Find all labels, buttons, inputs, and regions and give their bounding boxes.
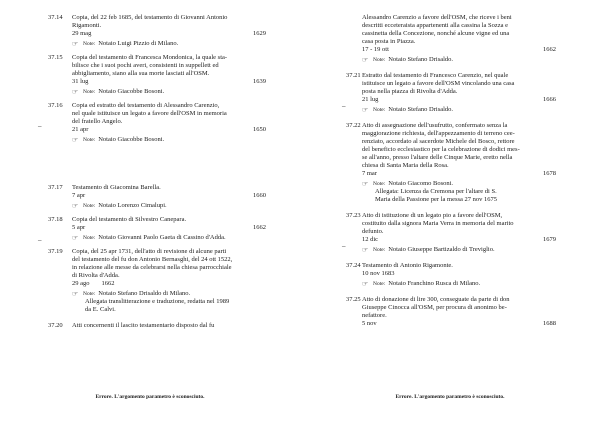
pointing-hand-icon: ☞ bbox=[72, 234, 79, 242]
text-line: in relazione alle messe da celebrarsi nella chiesa parrocchiale bbox=[72, 264, 232, 271]
pointing-hand-icon: ☞ bbox=[362, 56, 369, 64]
note-text: Notaio Stefano Drisaldo. bbox=[388, 56, 454, 63]
entry-year: 1650 bbox=[253, 126, 266, 133]
text-line: Copia del testamento di Francesca Mondonica, la quale sta- bbox=[72, 54, 228, 61]
text-line: Estratto dal testamento di Francesco Carenzio, nel quale bbox=[362, 72, 509, 79]
entry-year: 1660 bbox=[253, 192, 266, 199]
text-line: del beneficio ecclesiastico per la celebrazione di dodici mes- bbox=[362, 146, 520, 153]
text-line: renziato, accordato al sacerdote Michele del Bosco, rettore bbox=[362, 138, 515, 145]
pointing-hand-icon: ☞ bbox=[362, 246, 369, 254]
text-line: maggiorazione richiesta, dell'appezzamento di terreno cee- bbox=[362, 130, 515, 137]
note bbox=[362, 280, 556, 288]
entry-number: 37.19 bbox=[48, 248, 63, 255]
text-line: chiesa di Santa Maria della Rosa. bbox=[362, 162, 449, 169]
note-text: Notaio Luigi Pizzio di Milano. bbox=[98, 40, 179, 47]
entry-date: 5 nov bbox=[362, 320, 377, 327]
entry-year: 1639 bbox=[253, 78, 266, 85]
dash-mark-icon: – bbox=[38, 236, 42, 244]
entry-year: 1662 bbox=[101, 280, 115, 287]
note-text: Notaio Giacomo Bosoni. bbox=[388, 180, 454, 187]
note-attachment bbox=[375, 188, 556, 204]
dash-mark-icon: – bbox=[38, 122, 42, 130]
entry-37-24 bbox=[300, 262, 600, 288]
text-line: Giuseppe Cinocca all'OSM, per procura di anonimo be- bbox=[362, 304, 507, 311]
page-footer: Errore. L'argomento parametro è sconosciuto. bbox=[395, 394, 505, 400]
entry-date: 29 ago bbox=[72, 280, 90, 287]
entry-number: 37.21 bbox=[346, 72, 361, 79]
note-text: Notaio Giacobbe Bosoni. bbox=[98, 136, 165, 143]
entry-date: 7 mar bbox=[362, 170, 377, 177]
entry-37-17 bbox=[0, 184, 300, 210]
left-page bbox=[0, 14, 300, 330]
text-line: casa posta in Piazza. bbox=[362, 38, 416, 45]
right-page bbox=[300, 14, 600, 328]
page-footer: Errore. L'argomento parametro è sconosciuto. bbox=[95, 394, 205, 400]
note-label: Note: bbox=[83, 137, 96, 143]
entry-date: 10 nov 1683 bbox=[362, 270, 395, 277]
pointing-hand-icon: ☞ bbox=[362, 106, 369, 114]
note bbox=[72, 88, 266, 96]
text-line: descritti ecceteraista appartenenti alla cassina la Sozza e bbox=[362, 22, 508, 29]
entry-date: 21 lug bbox=[362, 96, 379, 103]
note-label: Note: bbox=[373, 107, 386, 113]
entry-37-20-continued bbox=[300, 14, 600, 64]
text-line: Allegata: Licenza da Cremona per l'altare di S. bbox=[375, 188, 497, 195]
entry-number: 37.17 bbox=[48, 184, 63, 191]
entry-text bbox=[72, 14, 266, 30]
pointing-hand-icon: ☞ bbox=[72, 40, 79, 48]
entry-year: 1688 bbox=[543, 320, 556, 327]
entry-date: 12 dic bbox=[362, 236, 379, 243]
note-text: Notaio Franchino Rusca di Milano. bbox=[388, 280, 481, 287]
entry-37-18 bbox=[0, 216, 300, 242]
text-line: defunto. bbox=[362, 228, 384, 235]
text-line: Allegata translitterazione e traduzione, redatta nel 1989 bbox=[85, 298, 230, 305]
note-label: Note: bbox=[83, 41, 96, 47]
entry-37-19 bbox=[0, 248, 300, 314]
text-line: Atti concernenti il lascito testamentario disposto dal fu bbox=[72, 322, 215, 329]
entry-number: 37.20 bbox=[48, 322, 63, 329]
entry-37-15 bbox=[0, 54, 300, 96]
entry-37-22 bbox=[300, 122, 600, 204]
text-line: Alessandro Carenzio a favore dell'OSM, che riceve i beni bbox=[362, 14, 512, 21]
note bbox=[72, 234, 266, 242]
entry-date: 29 mag bbox=[72, 30, 92, 37]
pointing-hand-icon: ☞ bbox=[362, 280, 369, 288]
text-line: Testamento di Antonio Rigamonte. bbox=[362, 262, 453, 269]
note bbox=[72, 290, 266, 298]
note-text: Notaio Lorenzo Cimalupi. bbox=[98, 202, 167, 209]
note bbox=[362, 246, 556, 254]
entry-number: 37.15 bbox=[48, 54, 63, 61]
entry-37-16 bbox=[0, 102, 300, 144]
text-line: di Rivolta d'Adda. bbox=[72, 272, 120, 279]
note-label: Note: bbox=[83, 291, 96, 297]
entry-number: 37.23 bbox=[346, 212, 361, 219]
note bbox=[362, 56, 556, 64]
text-line: da E. Calvi. bbox=[85, 306, 116, 313]
note-label: Note: bbox=[373, 57, 386, 63]
text-line: posta nella piazza di Rivolta d'Adda. bbox=[362, 88, 458, 95]
entry-37-21 bbox=[300, 72, 600, 114]
text-line: nel quale istituisce un legato a favore dell'OSM in memoria bbox=[72, 110, 227, 117]
note-label: Note: bbox=[83, 89, 96, 95]
dash-mark-icon: – bbox=[342, 242, 346, 250]
pointing-hand-icon: ☞ bbox=[362, 180, 369, 188]
text-line: Testamento di Giacomina Barella. bbox=[72, 184, 161, 191]
text-line: abbigliamento, siano alla sua morte lasciati all'OSM. bbox=[72, 70, 210, 77]
text-line: Copia ed estratto del testamento di Alessandro Carenzio, bbox=[72, 102, 220, 109]
entry-number: 37.22 bbox=[346, 122, 361, 129]
note-text: Notaio Stefano Drisaldo di Milano. bbox=[98, 290, 191, 297]
entry-year: 1666 bbox=[543, 96, 556, 103]
entry-number: 37.25 bbox=[346, 296, 361, 303]
text-line: Maria della Passione per la messa 27 nov 1675 bbox=[375, 196, 498, 203]
entry-37-14 bbox=[0, 14, 300, 48]
text-line: se all'anno, presso l'altare delle Cinque Marie, eretto nella bbox=[362, 154, 513, 161]
text-line: bilisce che i suoi pochi averi, consistenti in suppellett ed bbox=[72, 62, 219, 69]
note bbox=[362, 180, 556, 188]
text-line: costituito dalla signora Maria Verra in memoria del marito bbox=[362, 220, 514, 227]
text-line: Copia, del 25 apr 1731, dell'atto di revisione di alcune parti bbox=[72, 248, 227, 255]
text-line: Atto di assegnazione dell'usufrutto, confermato senza la bbox=[362, 122, 508, 129]
note bbox=[362, 106, 556, 114]
note-label: Note: bbox=[373, 281, 386, 287]
note-text: Notaio Giuseppe Bartizaldo di Treviglio. bbox=[388, 246, 495, 253]
note-text: Notaio Giovanni Paolo Gaeta di Cassino d'Adda. bbox=[98, 234, 226, 241]
note bbox=[72, 40, 266, 48]
text-line: Atto di donazione di lire 300, conseguate da parte di don bbox=[362, 296, 510, 303]
note-attachment bbox=[85, 298, 266, 314]
entry-date: 5 apr bbox=[72, 224, 86, 231]
entry-year: 1629 bbox=[253, 30, 266, 37]
entry-date: 21 apr bbox=[72, 126, 89, 133]
text-line: cassinetta della Concezione, nonché alcune vigne ed una bbox=[362, 30, 510, 37]
entry-year: 1679 bbox=[543, 236, 556, 243]
text-line: nefattore. bbox=[362, 312, 387, 319]
note-text: Notaio Giacobbe Bosoni. bbox=[98, 88, 165, 95]
note bbox=[72, 202, 266, 210]
note-label: Note: bbox=[373, 247, 386, 253]
entry-number: 37.14 bbox=[48, 14, 63, 21]
entry-year: 1662 bbox=[543, 46, 556, 53]
text-line: Rigamonti. bbox=[72, 22, 102, 29]
entry-number: 37.18 bbox=[48, 216, 63, 223]
dash-mark-icon: – bbox=[342, 102, 346, 110]
entry-37-25 bbox=[300, 296, 600, 328]
text-line: del fratello Angelo. bbox=[72, 118, 123, 125]
entry-date: 17 - 19 ott bbox=[362, 46, 389, 53]
text-line: Atto di istituzione di un legato pio a favore dell'OSM, bbox=[362, 212, 503, 219]
pointing-hand-icon: ☞ bbox=[72, 88, 79, 96]
entry-year: 1678 bbox=[543, 170, 556, 177]
text-line: Copia, del 22 feb 1685, del testamento di Giovanni Antonio bbox=[72, 14, 228, 21]
entry-date: 7 apr bbox=[72, 192, 86, 199]
entry-number: 37.16 bbox=[48, 102, 63, 109]
note-label: Note: bbox=[373, 181, 386, 187]
text-line: Copia del testamento di Silvestro Canepara. bbox=[72, 216, 187, 223]
text-line: istituisce un legato a favore dell'OSM vincolando una casa bbox=[362, 80, 515, 87]
entry-date: 31 lug bbox=[72, 78, 89, 85]
pointing-hand-icon: ☞ bbox=[72, 136, 79, 144]
note bbox=[72, 136, 266, 144]
entry-37-23 bbox=[300, 212, 600, 254]
note-text: Notaio Stefano Drisaldo. bbox=[388, 106, 454, 113]
text-line: del testamento del fu don Antonio Bernasghi, del 24 ott 1522, bbox=[72, 256, 233, 263]
entry-37-20 bbox=[0, 322, 300, 330]
pointing-hand-icon: ☞ bbox=[72, 202, 79, 210]
note-label: Note: bbox=[83, 235, 96, 241]
note-label: Note: bbox=[83, 203, 96, 209]
pointing-hand-icon: ☞ bbox=[72, 290, 79, 298]
entry-number: 37.24 bbox=[346, 262, 361, 269]
entry-year: 1662 bbox=[253, 224, 266, 231]
